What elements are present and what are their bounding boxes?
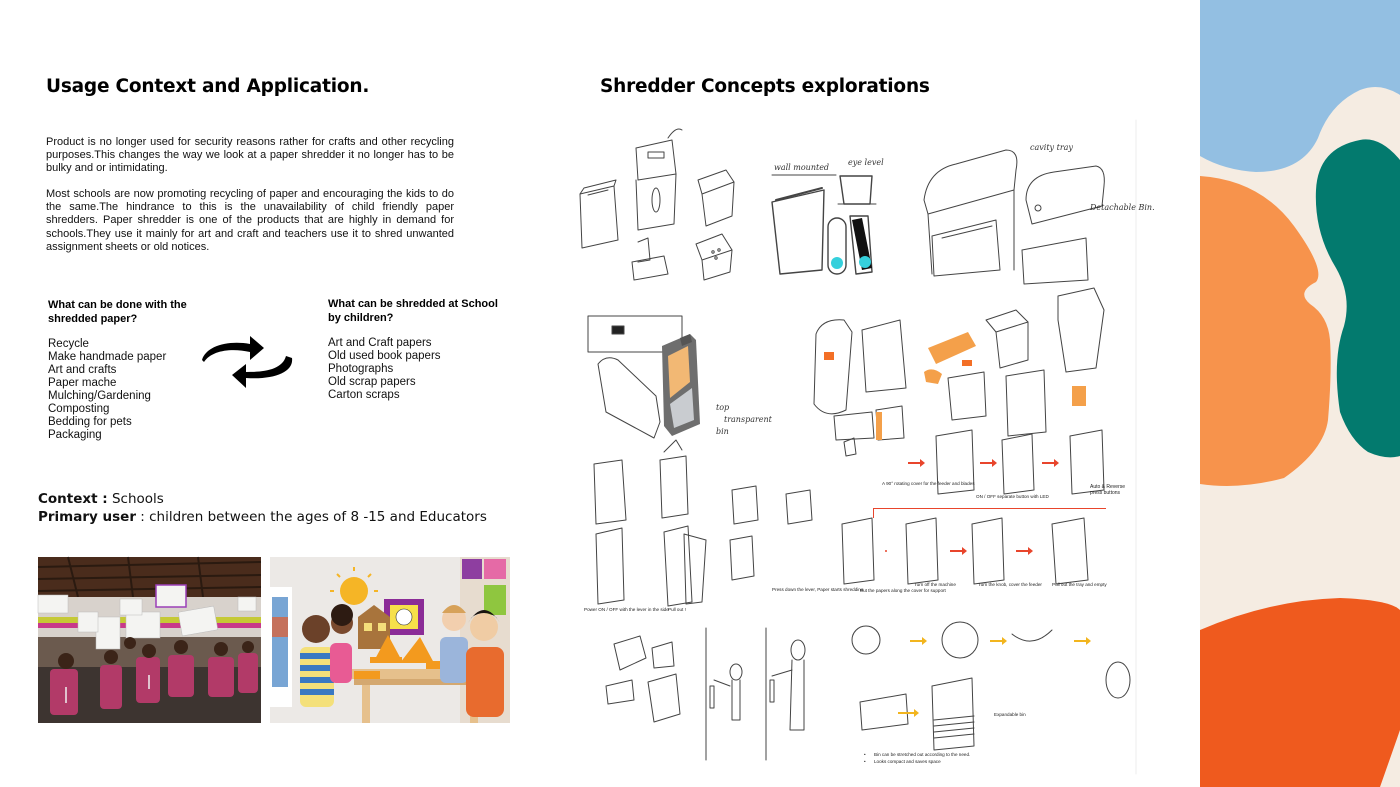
- bullet-icon: •: [864, 752, 866, 757]
- classroom-photo: [38, 557, 261, 723]
- decorative-color-panel: [1200, 0, 1400, 787]
- context-line: [38, 490, 164, 508]
- list-item: Packaging: [48, 429, 102, 441]
- note-cavity-tray: cavity tray: [1030, 143, 1073, 152]
- shredded-paper-uses: [48, 298, 218, 442]
- note-expandable-bin: Expandable bin: [994, 712, 1026, 717]
- note-rotating-cover: A 90° rotating cover for the feeder and blades: [882, 481, 975, 486]
- concept-sketches-board: [576, 120, 1155, 774]
- red-orange-blob: [1200, 598, 1400, 787]
- intro-paragraph: Product is no longer used for security reasons rather for crafts and other recycling purposes.This changes the way we look at a paper shredder it no longer has to be bulky and or intimidating.: [46, 136, 454, 175]
- list-item: Make handmade paper: [48, 351, 167, 363]
- note-eye-level: eye level: [848, 158, 884, 167]
- note-top: top: [716, 403, 730, 412]
- list-item: Old scrap papers: [328, 376, 416, 388]
- context-value: Schools: [107, 491, 164, 507]
- list-item: Old used book papers: [328, 350, 441, 362]
- usage-context-title: Usage Context and Application.: [46, 76, 370, 97]
- note-detachable-bin: Detachable Bin.: [1090, 203, 1155, 212]
- list-item: Composting: [48, 403, 110, 415]
- list-item: Recycle: [48, 338, 89, 350]
- shreddable-items-title: What can be shredded at School by children?: [328, 298, 498, 324]
- note-press-lever: Press down the lever, Paper starts shredding: [772, 587, 864, 592]
- note-turn-knob: Turn the knob, cover the feeder: [978, 582, 1042, 587]
- primary-user-label: Primary user: [38, 509, 136, 525]
- abstract-shapes: [1200, 0, 1400, 787]
- context-label: Context :: [38, 491, 108, 507]
- list-item: Paper mache: [48, 377, 117, 389]
- shredded-paper-uses-list: [48, 338, 218, 442]
- shreddable-items: [328, 297, 498, 402]
- shredder-concepts-title: Shredder Concepts explorations: [600, 76, 930, 97]
- shredded-paper-uses-title: What can be done with the shredded paper?: [48, 299, 187, 325]
- schools-paragraph: Most schools are now promoting recycling of paper and encouraging the kids to do the same.The hindrance to this is the unavailability of child friendly paper shredders. Paper shredder is one of the products that are highly in demand for schools.They use it mainly for art and craft and teachers use it to shred unwanted assignment sheets or old notices.: [46, 188, 454, 253]
- kids-playing-photo: [270, 557, 510, 723]
- list-item: Photographs: [328, 363, 394, 375]
- list-item: Art and crafts: [48, 364, 117, 376]
- primary-user-value: : children between the ages of 8 -15 and Educators: [135, 509, 487, 525]
- note-bin: bin: [716, 427, 729, 436]
- list-item: Art and Craft papers: [328, 337, 432, 349]
- note-power-lever: Power ON / OFF with the lever in the side: [584, 607, 669, 612]
- shreddable-items-list: [328, 337, 498, 402]
- primary-user-line: [38, 508, 487, 526]
- sketch-row-3: [594, 430, 1104, 606]
- list-item: Carton scraps: [328, 389, 400, 401]
- note-bullet-2: Looks compact and saves space: [874, 759, 941, 764]
- note-pull-tray: Pull out the tray and empty: [1052, 582, 1107, 587]
- note-put-papers: Put the papers along the cover for support: [860, 588, 946, 593]
- note-transparent: transparent: [724, 415, 772, 424]
- note-turn-off: Turn off the machine: [914, 582, 956, 587]
- note-on-off-led: ON / OFF separate button with LED: [976, 494, 1049, 499]
- note-pull-out: Pull out !: [668, 607, 686, 612]
- expandable-arrows: [898, 637, 1091, 717]
- concept-sketches: [576, 120, 1155, 774]
- note-bullet-1: Bin can be stretched out according to the need.: [874, 752, 971, 757]
- swap-arrows-icon: [198, 334, 296, 390]
- note-wall-mounted: wall mounted: [774, 163, 830, 172]
- list-item: Mulching/Gardening: [48, 390, 151, 402]
- bullet-icon: •: [864, 759, 866, 764]
- list-item: Bedding for pets: [48, 416, 132, 428]
- note-auto-reverse: Auto & Reverse press buttons: [1090, 484, 1126, 496]
